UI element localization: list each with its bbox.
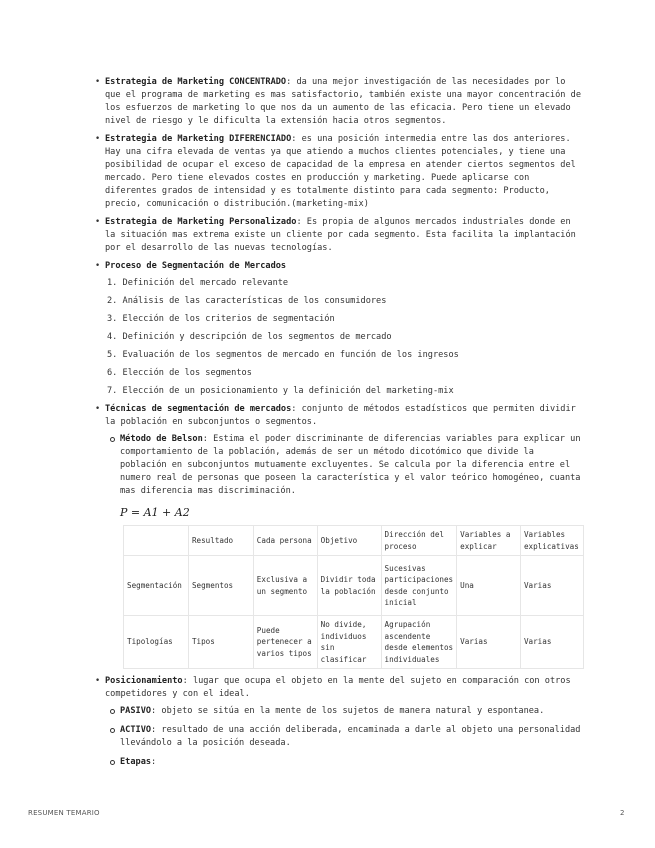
- table-cell: Puede pertenecer a varios tipos: [253, 616, 317, 669]
- table-row: [124, 556, 584, 616]
- table-cell: No divide, individuos sin clasificar: [317, 616, 381, 669]
- term-pasivo: PASIVO: [120, 706, 152, 716]
- bullet-belson: [105, 433, 584, 669]
- text-pasivo: : objeto se sitúa en la mente de los sujetos de manera natural y espontanea.: [151, 706, 545, 716]
- table-header-cell: Cada persona: [253, 526, 317, 556]
- bullet-concentrado: [92, 76, 584, 128]
- table-cell: Segmentación: [124, 556, 189, 616]
- text-personalizado: : Es propia de algunos mercados industriales donde en la situación mas extrema existe un cliente por cada segmento. Esta facilita la implantación por el desarrollo de las nuevas tecnologías.: [105, 217, 576, 253]
- text-belson: : Estima el poder discriminante de diferencias variables para explicar un comportamiento de la población, además de ser un método dicotómico que divide la población en subconjuntos mutuamente excluyentes. Se calcula por la diferencia entre el numero real de personas que poseen la característica y el valor teórico homogéneo, cuanta mas diferencia mas discriminación.: [120, 434, 581, 496]
- bullet-tecnicas: [92, 403, 584, 669]
- term-tecnicas: Técnicas de segmentación de mercados: [105, 404, 292, 414]
- table-header-cell: Resultado: [188, 526, 253, 556]
- bullet-activo: [105, 724, 584, 750]
- text-etapas: :: [151, 757, 157, 767]
- tecnicas-sublist: [105, 433, 584, 669]
- bullet-proceso: [92, 260, 584, 398]
- process-step: 4. Definición y descripción de los segmentos de mercado: [107, 332, 392, 342]
- table-cell: Segmentos: [188, 556, 253, 616]
- segmentation-comparison-table: [123, 525, 584, 669]
- table-header-cell: [124, 526, 189, 556]
- table-cell: Dividir toda la población: [317, 556, 381, 616]
- posicionamiento-sublist: [105, 705, 584, 769]
- text-diferenciado: : es una posición intermedia entre las dos anteriores. Hay una cifra elevada de ventas ya que atiendo a muchos clientes potenciales, y tiene una posibilidad de ocupar el exceso de capacidad de la empresa en atender ciertos segmentos del mercado. Pero tiene elevados costes en producción y marketing. Puede aplicarse con diferentes grados de intensidad y es totalmente distinto para cada segmento: Producto, precio, comunicación o distribución.(marketing-mix): [105, 134, 576, 209]
- text-activo: : resultado de una acción deliberada, encaminada a darle al objeto una personalidad llevándolo a la posición deseada.: [120, 725, 581, 748]
- table-cell: Tipos: [188, 616, 253, 669]
- table-cell: Exclusiva a un segmento: [253, 556, 317, 616]
- term-etapas: Etapas: [120, 757, 152, 767]
- text-concentrado: : da una mejor investigación de las necesidades por lo que el programa de marketing es mas satisfactorio, también existe una mayor concentración de los esfuerzos de marketing lo que nos da un aumento de las eficacia. Pero tiene un elevado nivel de riesgo y le dificulta la extensión hacia otros segmentos.: [105, 77, 581, 126]
- term-proceso: Proceso de Segmentación de Mercados: [105, 261, 287, 271]
- process-steps-list: [105, 277, 584, 398]
- text-tecnicas: : conjunto de métodos estadísticos que permiten dividir la población en subconjuntos o segmentos.: [105, 404, 576, 427]
- table-cell: Agrupación ascendente desde elementos individuales: [381, 616, 457, 669]
- table-cell: Una: [457, 556, 521, 616]
- term-activo: ACTIVO: [120, 725, 152, 735]
- term-personalizado: Estrategia de Marketing Personalizado: [105, 217, 297, 227]
- bullet-personalizado: [92, 216, 584, 255]
- table-cell: Varias: [520, 616, 583, 669]
- process-step: 6. Elección de los segmentos: [107, 368, 252, 378]
- table-cell: Tipologías: [124, 616, 189, 669]
- document-body: [92, 76, 584, 775]
- table-cell: Sucesivas participaciones desde conjunto inicial: [381, 556, 457, 616]
- process-step: 2. Análisis de las características de los consumidores: [107, 296, 387, 306]
- table-header-cell: Variables a explicar: [457, 526, 521, 556]
- bullet-diferenciado: [92, 133, 584, 211]
- term-belson: Método de Belson: [120, 434, 203, 444]
- table-header-cell: Variables explicativas: [520, 526, 583, 556]
- process-step: 7. Elección de un posicionamiento y la definición del marketing-mix: [107, 386, 454, 396]
- page-number: 2: [620, 809, 625, 817]
- text-posicionamiento: : lugar que ocupa el objeto en la mente del sujeto en comparación con otros competidores y con el ideal.: [105, 676, 571, 699]
- table-header-cell: Dirección del proceso: [381, 526, 457, 556]
- term-diferenciado: Estrategia de Marketing DIFERENCIADO: [105, 134, 292, 144]
- table-header-row: [124, 526, 584, 556]
- table-cell: Varias: [457, 616, 521, 669]
- bullet-pasivo: [105, 705, 584, 718]
- main-bullet-list: [92, 76, 584, 769]
- table-cell: Varias: [520, 556, 583, 616]
- process-step: 3. Elección de los criterios de segmentación: [107, 314, 335, 324]
- bullet-etapas: [105, 756, 584, 769]
- process-step: 5. Evaluación de los segmentos de mercado en función de los ingresos: [107, 350, 459, 360]
- table-header-cell: Objetivo: [317, 526, 381, 556]
- table-row: [124, 616, 584, 669]
- belson-formula: P = A1 + A2: [120, 506, 190, 519]
- bullet-posicionamiento: [92, 675, 584, 769]
- footer-title: RESUMEN TEMARIO: [28, 809, 100, 817]
- term-concentrado: Estrategia de Marketing CONCENTRADO: [105, 77, 287, 87]
- term-posicionamiento: Posicionamiento: [105, 676, 183, 686]
- process-step: 1. Definición del mercado relevante: [107, 278, 289, 288]
